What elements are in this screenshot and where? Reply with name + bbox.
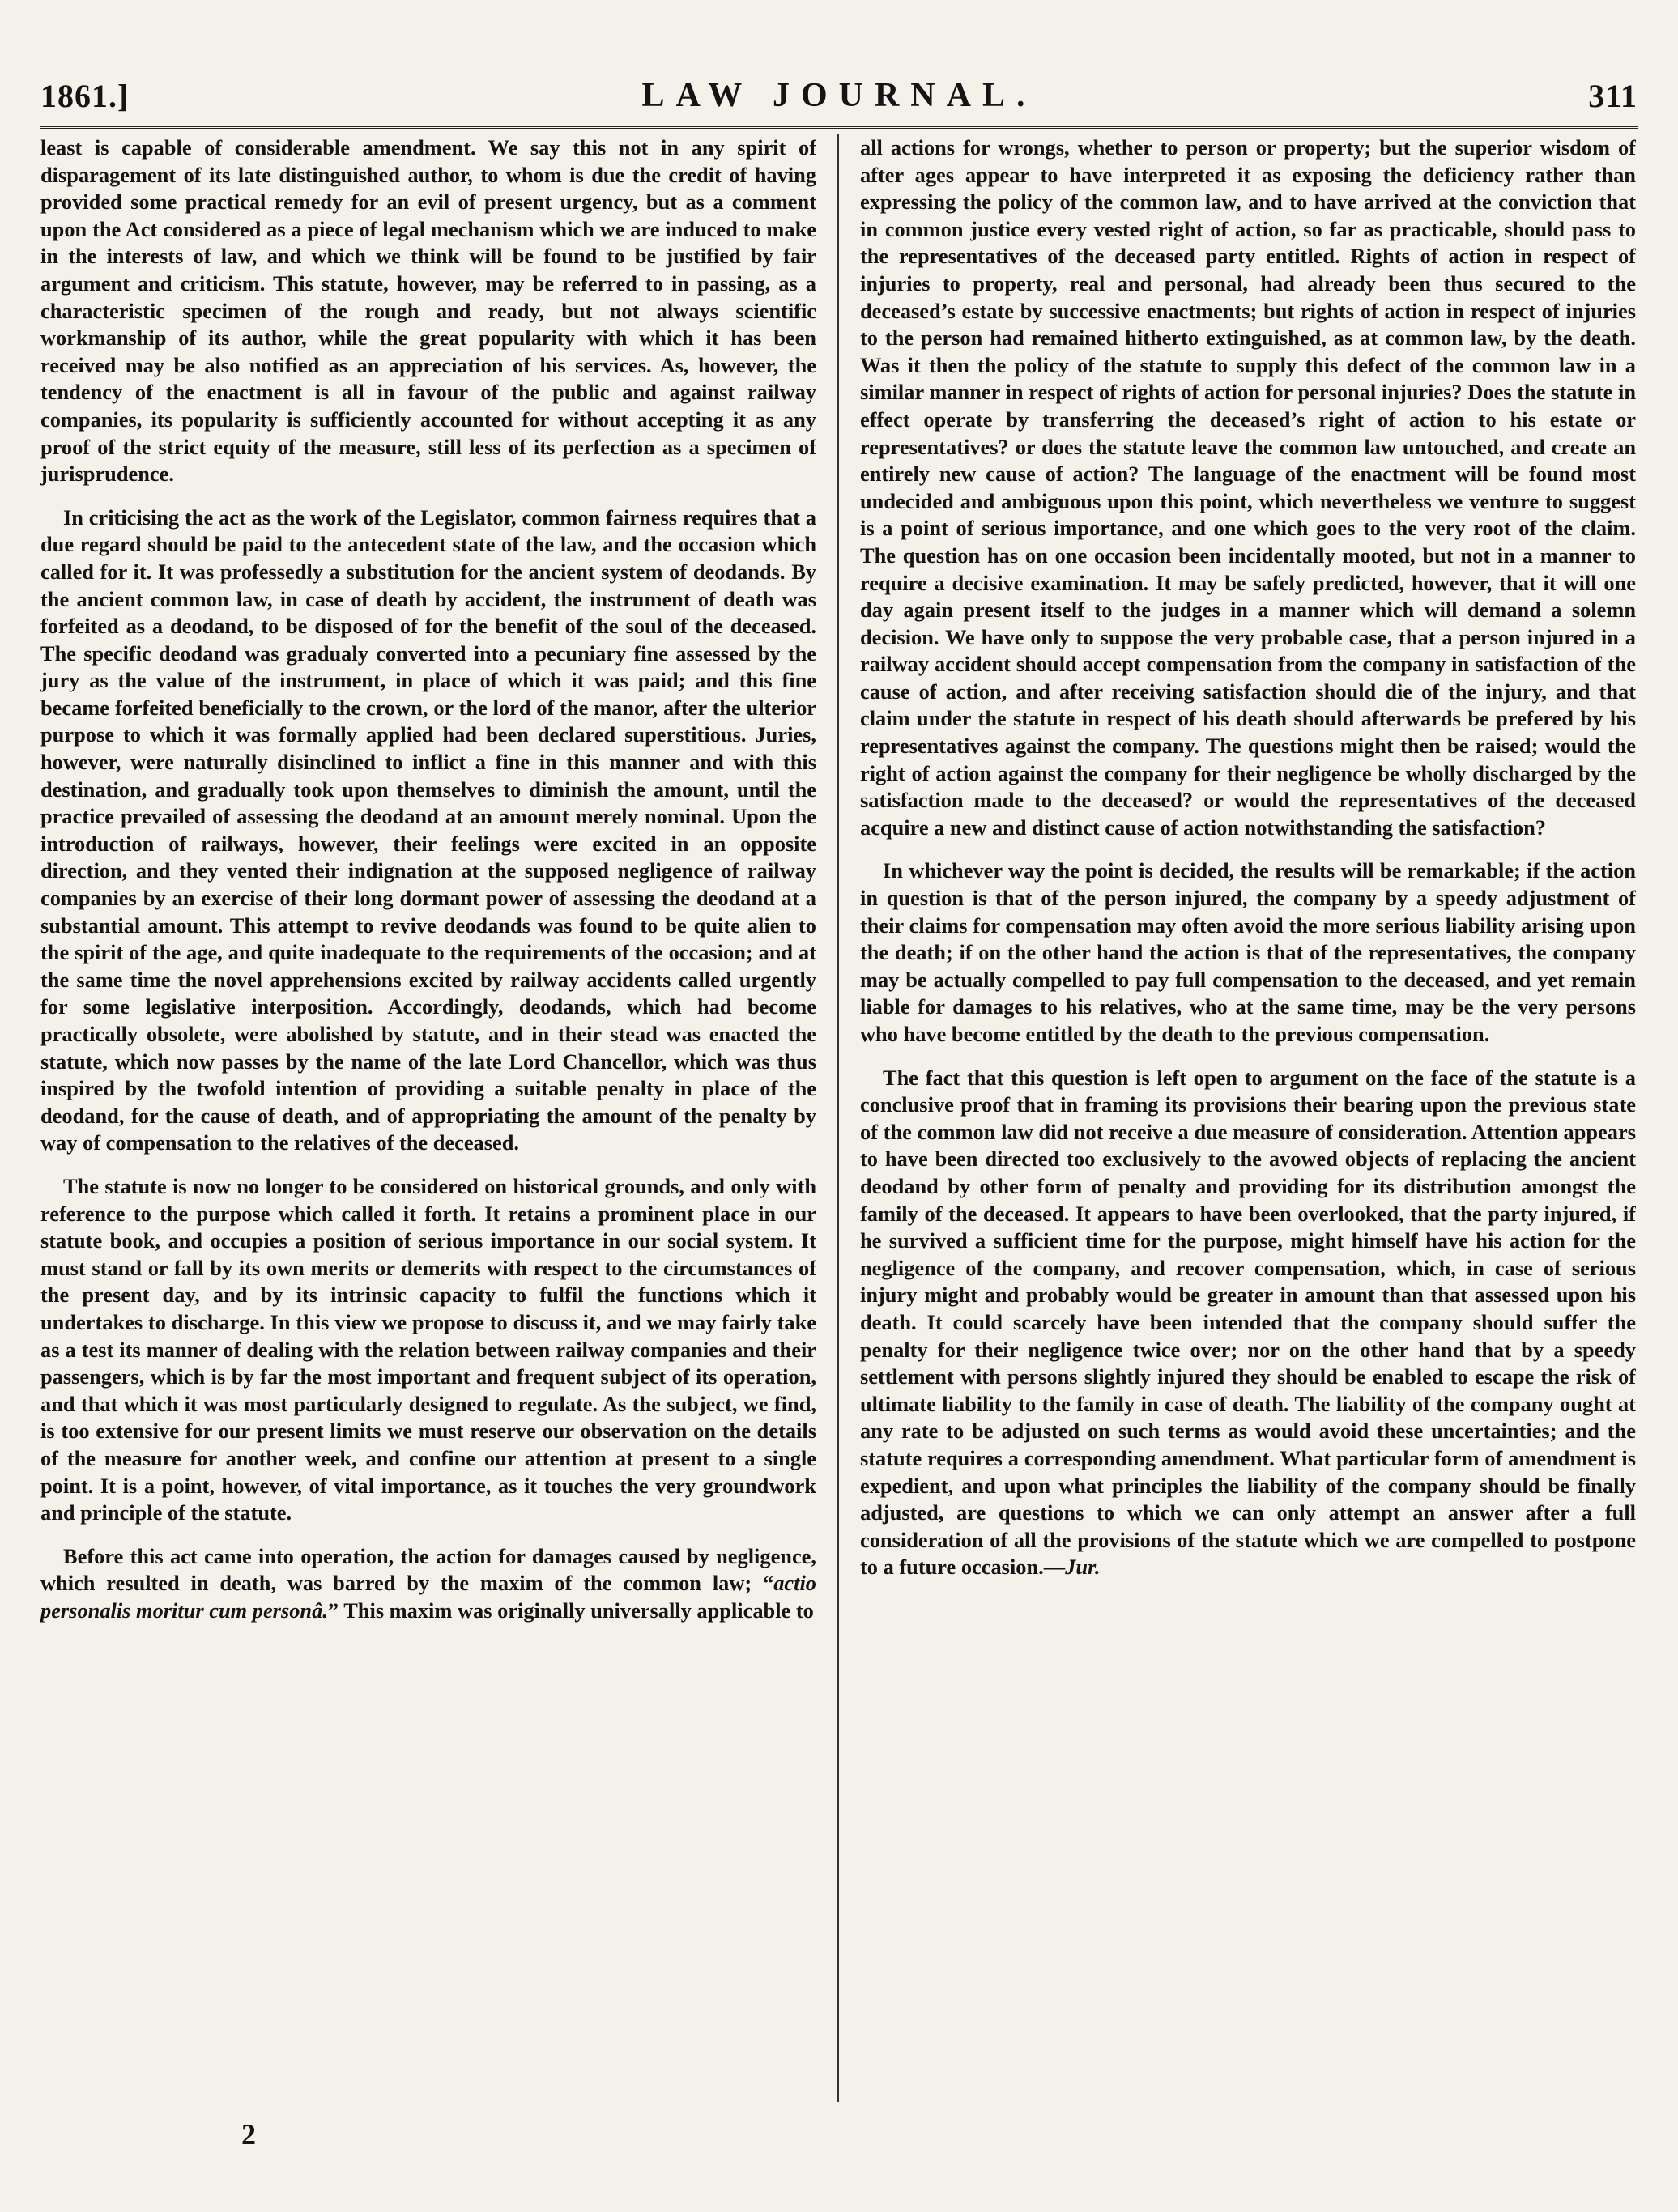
header-year: 1861.] [40, 78, 130, 114]
paragraph-text: The fact that this question is left open to argument on the face of the statute is a conclusive proof that in framing its provisions their bearing upon the previous state of the common law did not receive a due measure of consideration. Attention appears to have been directed too exclusively to the avowed objects of replacing the ancient deodand by other form of penalty and providing for its distribution amongst the family of the deceased. It appears to have been overlooked, that the party injured, if he survived a sufficient time for the purpose, might himself have his action for the negligence of the company, and recover compensation, which, in case of serious injury might and probably would be greater in amount than that assessed upon his death. It could scarcely have been intended that the company should suffer the penalty for their negligence twice over; nor on the other hand that by a speedy settlement with persons slightly injured they should be enabled to escape the risk of ultimate liability to the family in case of death. The liability of the company ought at any rate to be adjusted on such terms as would avoid these uncertainties; and the statute requires a corresponding amendment. What particular form of amendment is expedient, and upon what principles the liability of the company should be finally adjusted, are questions to which we can only attempt an answer after a full consideration of all the provisions of the statute which we are compelled to postpone to a future occasion.— [860, 1065, 1636, 1580]
journal-title: LAW JOURNAL. [641, 77, 1037, 114]
paragraph: In criticising the act as the work of the Legislator, common fairness requires that a due regard should be paid to the antecedent state of the law, and the occasion which called for it. It was professedly a substitution for the ancient system of deodands. By the ancient common law, in case of death by accident, the instrument of death was forfeited as a deodand, to be disposed of for the benefit of the soul of the deceased. The specific deodand was gradualy converted into a pecuniary fine assessed by the jury as the value of the instrument, in place of which it was paid; and this fine became forfeited beneficially to the crown, or the lord of the manor, after the ulterior purpose to which it was formally applied had been declared superstitious. Juries, however, were naturally disinclined to inflict a fine in this manner and with this destination, and gradually took upon themselves to diminish the amount, until the practice prevailed of assessing the deodand at an amount merely nominal. Upon the introduction of railways, however, their feelings were excited in an opposite direction, and they vented their indignation at the supposed negligence of railway companies by an exercise of their long dormant power of assessing the deodand at a substantial amount. This attempt to revive deodands was found to be quite alien to the spirit of the age, and quite inadequate to the requirements of the occasion; and at the same time the novel apprehensions excited by railway accidents called urgently for some legislative interposition. Accordingly, deodands, which had become practically obsolete, were abolished by statute, and in their stead was enacted the statute, which now passes by the name of the late Lord Chancellor, which was thus inspired by the twofold intention of providing a suitable penalty in place of the deodand, for the cause of death, and of appropriating the amount of the penalty by way of compensation to the relatives of the deceased. [40, 504, 816, 1155]
paragraph: In whichever way the point is decided, the results will be remarkable; if the action in question is that of the person injured, the company by a speedy adjustment of their claims for compensation may often avoid the more serious liability arising upon the death; if on the other hand the action is that of the representatives, the company may be actually compelled to pay full compensation to the deceased, and yet remain liable for damages to his relatives, who at the same time, may be the very persons who have become entitled by the death to the previous compensation. [860, 858, 1636, 1046]
paragraph [40, 1543, 816, 1625]
page-number: 311 [1588, 78, 1638, 114]
source-attribution: Jur. [1065, 1555, 1101, 1580]
signature-mark: 2 [241, 2118, 256, 2150]
latin-maxim: actio personalis moritur cum personâ. [40, 1571, 816, 1623]
paragraph: least is capable of considerable amendment. We say this not in any spirit of disparagement of its late distinguished author, to whom is due the credit of having provided some practical remedy for an evil of present urgency, but as a comment upon the Act considered as a piece of legal mechanism which we are induced to make in the interests of law, and which we think will be found to be justified by fair argument and criticism. This statute, however, may be referred to in passing, as a characteristic specimen of the rough and ready, but not always scientific workmanship of its author, while the great popularity with which it has been received may be also notified as an appreciation of his services. As, however, the tendency of the enactment is all in favour of the public and against railway companies, its popularity is sufficiently accounted for without accepting it as any proof of the strict equity of the measure, still less of its perfection as a specimen of jurisprudence. [40, 135, 816, 487]
paragraph-text: Before this act came into operation, the action for damages caused by negligence, which resulted in death, was barred by the maxim of the common law; “ [40, 1543, 816, 1596]
journal-page [40, 57, 1638, 2186]
paragraph: The statute is now no longer to be considered on historical grounds, and only with reference to the purpose which called it forth. It retains a prominent place in our statute book, and occupies a position of serious importance in our social system. It must stand or fall by its own merits or demerits with respect to the circumstances of the present day, and by its intrinsic capacity to fulfil the functions which it undertakes to discharge. In this view we propose to discuss it, and we may fairly take as a test its manner of dealing with the relation between railway companies and their passengers, which is by far the most important and frequent subject of its operation, and that which it was most particularly designed to regulate. As the subject, we find, is too extensive for our present limits we must reserve our observation on the details of the measure for another week, and confine our attention at present to a single point. It is a point, however, of vital importance, as it touches the very groundwork and principle of the statute. [40, 1173, 816, 1525]
left-column [40, 134, 816, 2102]
text-columns [40, 134, 1638, 2102]
paragraph: all actions for wrongs, whether to person or property; but the superior wisdom of after ages appear to have interpreted it as exposing the deficiency rather than expressing the policy of the common law, and to have arrived at the conviction that in common justice every vested right of action, so far as practicable, should pass to the representatives of the deceased party entitled. Rights of action in respect of injuries to property, real and personal, had already been thus secured to the deceased’s estate by successive enactments; but rights of action in respect of injuries to the person had remained hitherto extinguished, as at common law, by the death. Was it then the policy of the statute to supply this defect of the common law in a similar manner in respect of rights of action for personal injuries? Does the statute in effect operate by transferring the deceased’s right of action to his estate or representatives? or does the statute leave the common law untouched, and create an entirely new cause of action? The language of the enactment will be found most undecided and ambiguous upon this point, which nevertheless we venture to suggest is a point of serious importance, and one which goes to the very root of the claim. The question has on one occasion been incidentally mooted, but not in a manner to require a decisive examination. It may be safely predicted, however, that it will one day again present itself to the judges in a manner which will demand a solemn decision. We have only to suppose the very probable case, that a person injured in a railway accident should accept compensation from the company in satisfaction of the cause of action, and after receiving satisfaction should die of the injury, and that claim under the statute in respect of his death should afterwards be prefered by his representatives against the company. The questions might then be raised; would the right of action against the company for their negligence be wholly discharged by the satisfaction made to the deceased? or would the representatives of the deceased acquire a new and distinct cause of action notwithstanding the satisfaction? [860, 135, 1636, 840]
page-header [40, 57, 1638, 129]
paragraph [860, 1065, 1636, 1581]
right-column [860, 134, 1636, 2102]
column-divider [837, 134, 839, 2102]
paragraph-text: ” This maxim was originally universally applicable to [327, 1597, 814, 1623]
